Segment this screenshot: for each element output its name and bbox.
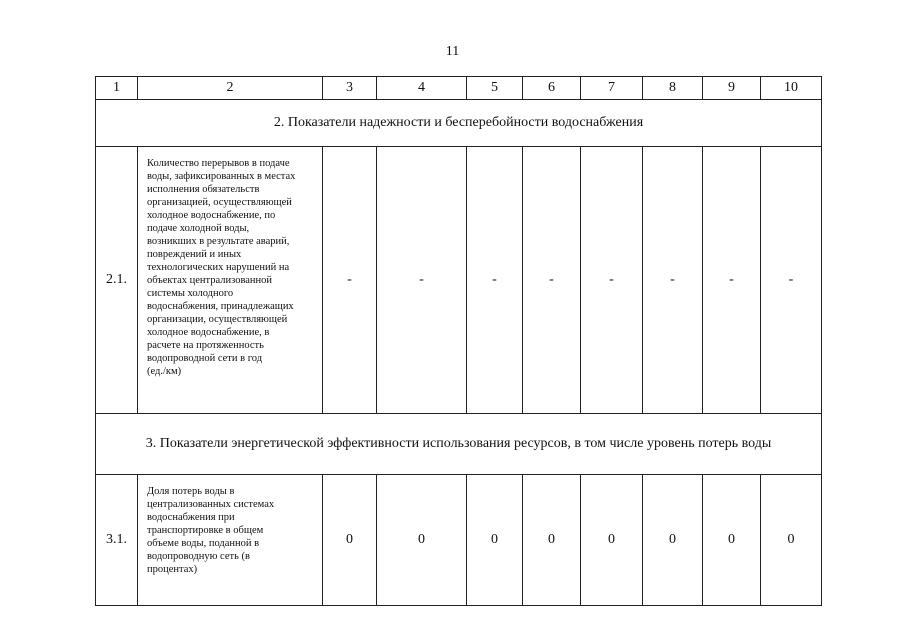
desc-line: водоснабжения при [147, 512, 235, 523]
desc-line: Доля потерь воды в [147, 486, 235, 497]
value-cell: - [323, 147, 377, 414]
desc-line: повреждений и иных [147, 249, 242, 260]
header-cell: 9 [703, 77, 761, 100]
section-3-title: 3. Показатели энергетической эффективности использования ресурсов, в том числе уровень потерь воды [96, 414, 822, 475]
header-cell: 10 [761, 77, 822, 100]
value-cell: 0 [523, 475, 581, 606]
value-cell: - [643, 147, 703, 414]
section-2-title: 2. Показатели надежности и бесперебойности водоснабжения [96, 100, 822, 147]
desc-line: централизованных системах [147, 499, 275, 510]
value-cell: 0 [377, 475, 467, 606]
header-cell: 7 [581, 77, 643, 100]
desc-line: подаче холодной воды, [147, 223, 250, 234]
value-cell: 0 [467, 475, 523, 606]
value-cell: - [581, 147, 643, 414]
page-number: 11 [445, 44, 460, 59]
value-cell: 0 [323, 475, 377, 606]
table-header-row [96, 77, 822, 100]
desc-line: объектах централизованной [147, 275, 273, 286]
desc-line: объеме воды, поданной в [147, 538, 260, 549]
value-cell: - [377, 147, 467, 414]
header-cell: 5 [467, 77, 523, 100]
desc-line: водопроводной сети в год [147, 353, 263, 364]
value-cell: - [467, 147, 523, 414]
header-cell: 3 [323, 77, 377, 100]
value-cell: - [523, 147, 581, 414]
value-cell: 0 [581, 475, 643, 606]
header-cell: 8 [643, 77, 703, 100]
desc-line: организацией, осуществляющей [147, 197, 292, 208]
row-number: 2.1. [96, 147, 138, 414]
desc-line: возникших в результате аварий, [147, 236, 290, 247]
header-cell: 4 [377, 77, 467, 100]
row-description [138, 475, 323, 606]
desc-line: (ед./км) [147, 366, 182, 377]
value-cell: - [761, 147, 822, 414]
header-cell: 2 [138, 77, 323, 100]
desc-line: воды, зафиксированных в местах [147, 171, 296, 182]
desc-line: процентах) [147, 564, 198, 575]
desc-line: водопроводную сеть (в [147, 551, 250, 562]
desc-line: холодное водоснабжение, по [147, 210, 276, 221]
desc-line: организации, осуществляющей [147, 314, 288, 325]
indicators-table [95, 76, 822, 606]
value-cell: 0 [761, 475, 822, 606]
desc-line: расчете на протяженность [147, 340, 264, 351]
desc-line: системы холодного [147, 288, 234, 299]
section-3-row [96, 414, 822, 475]
section-2-row [96, 100, 822, 147]
table-row-2-1 [96, 147, 822, 414]
table-row-3-1 [96, 475, 822, 606]
desc-line: технологических нарушений на [147, 262, 290, 273]
desc-line: Количество перерывов в подаче [147, 158, 290, 169]
value-cell: 0 [703, 475, 761, 606]
header-cell: 6 [523, 77, 581, 100]
desc-line: исполнения обязательств [147, 184, 260, 195]
header-cell: 1 [96, 77, 138, 100]
value-cell: - [703, 147, 761, 414]
row-description [138, 147, 323, 414]
desc-line: холодное водоснабжение, в [147, 327, 270, 338]
desc-line: водоснабжения, принадлежащих [147, 301, 294, 312]
row-number: 3.1. [96, 475, 138, 606]
value-cell: 0 [643, 475, 703, 606]
desc-line: транспортировке в общем [147, 525, 264, 536]
